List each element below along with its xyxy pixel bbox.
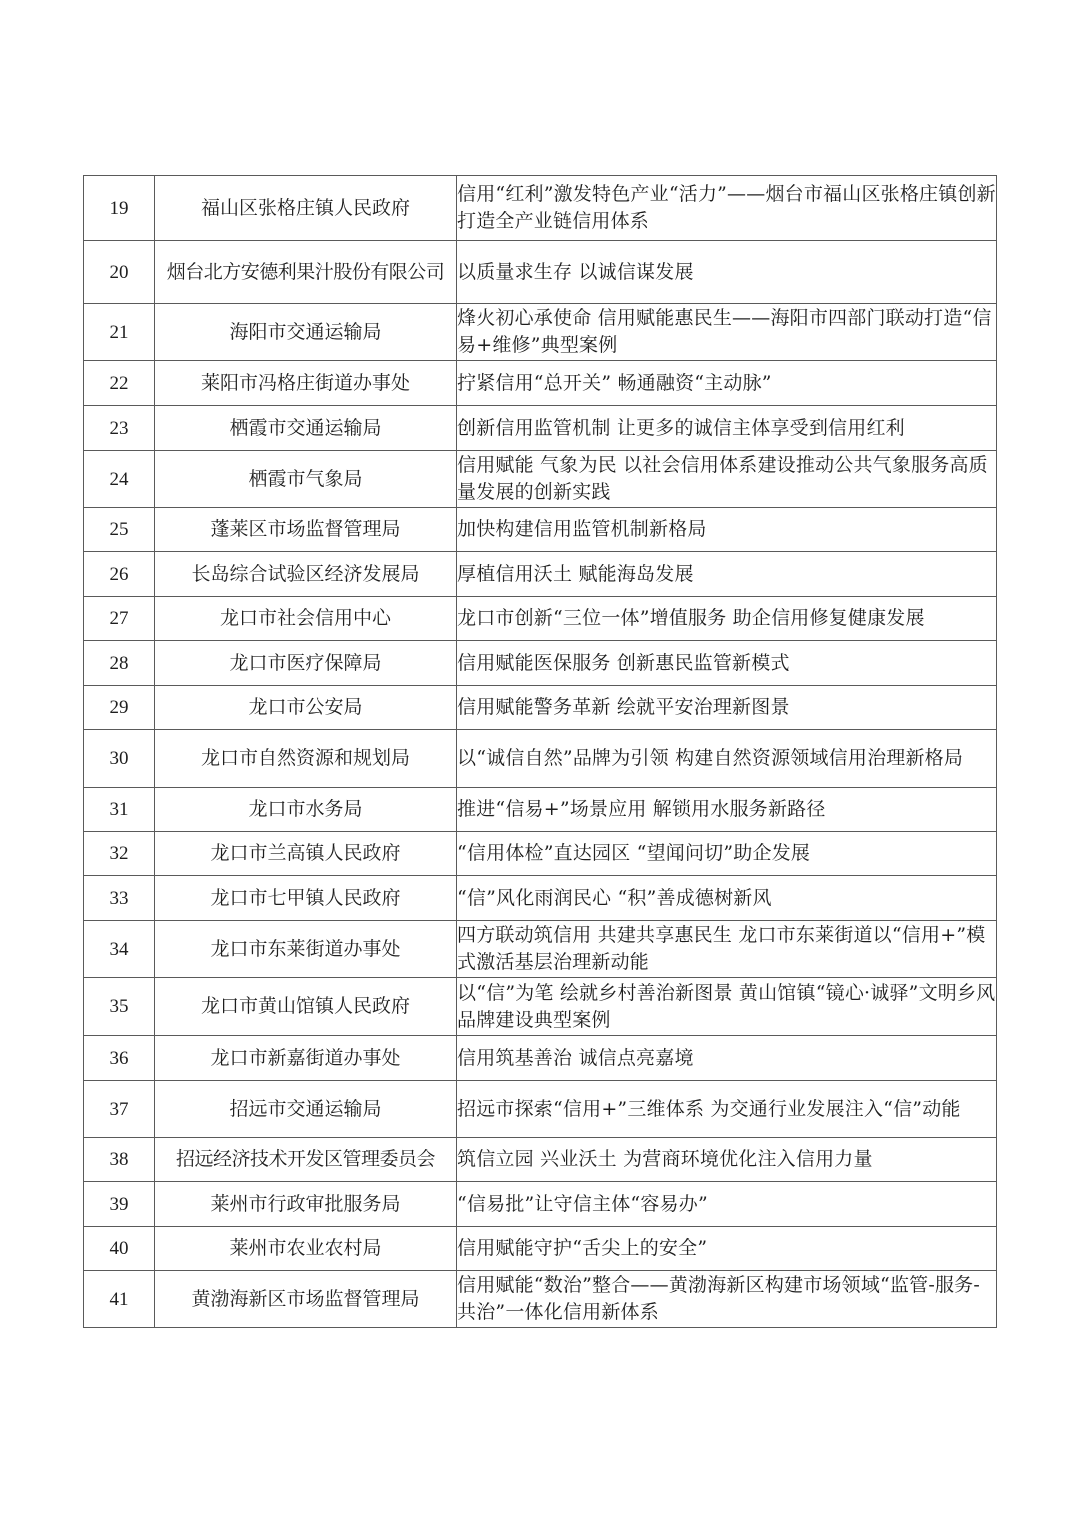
- table-row: [84, 1227, 997, 1271]
- table-row: [84, 176, 997, 241]
- organization-cell: 栖霞市气象局: [155, 451, 457, 508]
- case-title-cell: 筑信立园 兴业沃土 为营商环境优化注入信用力量: [457, 1138, 997, 1182]
- case-title-cell: 以质量求生存 以诚信谋发展: [457, 241, 997, 304]
- table-row: [84, 451, 997, 508]
- table-row: [84, 730, 997, 788]
- table-row: [84, 241, 997, 304]
- row-number-cell: 19: [84, 176, 155, 241]
- row-number-cell: 21: [84, 304, 155, 361]
- table-row: [84, 406, 997, 451]
- table-row: [84, 597, 997, 641]
- table-row: [84, 832, 997, 876]
- row-number-cell: 35: [84, 978, 155, 1036]
- case-title-cell: 信用赋能 气象为民 以社会信用体系建设推动公共气象服务高质量发展的创新实践: [457, 451, 997, 508]
- table-row: [84, 876, 997, 921]
- row-number-cell: 22: [84, 361, 155, 406]
- organization-cell: 莱州市行政审批服务局: [155, 1182, 457, 1227]
- case-title-cell: 厚植信用沃土 赋能海岛发展: [457, 552, 997, 597]
- table-row: [84, 686, 997, 730]
- table-row: [84, 641, 997, 686]
- organization-cell: 长岛综合试验区经济发展局: [155, 552, 457, 597]
- row-number-cell: 24: [84, 451, 155, 508]
- table-row: [84, 978, 997, 1036]
- organization-cell: 龙口市社会信用中心: [155, 597, 457, 641]
- organization-cell: 龙口市东莱街道办事处: [155, 921, 457, 978]
- organization-cell: 海阳市交通运输局: [155, 304, 457, 361]
- organization-cell: 蓬莱区市场监督管理局: [155, 508, 457, 552]
- row-number-cell: 38: [84, 1138, 155, 1182]
- row-number-cell: 41: [84, 1271, 155, 1328]
- organization-cell: 龙口市七甲镇人民政府: [155, 876, 457, 921]
- case-title-cell: 信用赋能医保服务 创新惠民监管新模式: [457, 641, 997, 686]
- row-number-cell: 40: [84, 1227, 155, 1271]
- case-title-cell: 拧紧信用“总开关” 畅通融资“主动脉”: [457, 361, 997, 406]
- table-row: [84, 1036, 997, 1081]
- row-number-cell: 37: [84, 1081, 155, 1138]
- case-title-cell: 信用赋能守护“舌尖上的安全”: [457, 1227, 997, 1271]
- organization-cell: 龙口市医疗保障局: [155, 641, 457, 686]
- table-row: [84, 1182, 997, 1227]
- organization-cell: 龙口市水务局: [155, 788, 457, 832]
- row-number-cell: 26: [84, 552, 155, 597]
- table-row: [84, 1081, 997, 1138]
- table-row: [84, 304, 997, 361]
- row-number-cell: 31: [84, 788, 155, 832]
- organization-cell: 龙口市兰高镇人民政府: [155, 832, 457, 876]
- table-row: [84, 552, 997, 597]
- case-title-cell: 招远市探索“信用+”三维体系 为交通行业发展注入“信”动能: [457, 1081, 997, 1138]
- case-title-cell: 以“诚信自然”品牌为引领 构建自然资源领域信用治理新格局: [457, 730, 997, 788]
- case-title-cell: 信用“红利”激发特色产业“活力”——烟台市福山区张格庄镇创新打造全产业链信用体系: [457, 176, 997, 241]
- row-number-cell: 39: [84, 1182, 155, 1227]
- case-title-cell: 加快构建信用监管机制新格局: [457, 508, 997, 552]
- organization-cell: 栖霞市交通运输局: [155, 406, 457, 451]
- organization-cell: 莱阳市冯格庄街道办事处: [155, 361, 457, 406]
- row-number-cell: 29: [84, 686, 155, 730]
- table-row: [84, 361, 997, 406]
- case-title-cell: “信易批”让守信主体“容易办”: [457, 1182, 997, 1227]
- organization-cell: 招远市交通运输局: [155, 1081, 457, 1138]
- case-title-cell: 四方联动筑信用 共建共享惠民生 龙口市东莱街道以“信用+”模式激活基层治理新动能: [457, 921, 997, 978]
- case-title-cell: 龙口市创新“三位一体”增值服务 助企信用修复健康发展: [457, 597, 997, 641]
- row-number-cell: 28: [84, 641, 155, 686]
- row-number-cell: 23: [84, 406, 155, 451]
- case-title-cell: 创新信用监管机制 让更多的诚信主体享受到信用红利: [457, 406, 997, 451]
- case-list-table: [83, 175, 997, 1328]
- table-row: [84, 508, 997, 552]
- case-title-cell: 信用赋能“数治”整合——黄渤海新区构建市场领域“监管-服务-共治”一体化信用新体系: [457, 1271, 997, 1328]
- organization-cell: 龙口市自然资源和规划局: [155, 730, 457, 788]
- case-title-cell: “信用体检”直达园区 “望闻问切”助企发展: [457, 832, 997, 876]
- table-row: [84, 1271, 997, 1328]
- row-number-cell: 25: [84, 508, 155, 552]
- case-title-cell: 以“信”为笔 绘就乡村善治新图景 黄山馆镇“镜心·诚驿”文明乡风品牌建设典型案例: [457, 978, 997, 1036]
- organization-cell: 龙口市新嘉街道办事处: [155, 1036, 457, 1081]
- row-number-cell: 20: [84, 241, 155, 304]
- case-title-cell: 信用筑基善治 诚信点亮嘉境: [457, 1036, 997, 1081]
- organization-cell: 莱州市农业农村局: [155, 1227, 457, 1271]
- organization-cell: 龙口市黄山馆镇人民政府: [155, 978, 457, 1036]
- organization-cell: 招远经济技术开发区管理委员会: [155, 1138, 457, 1182]
- organization-cell: 黄渤海新区市场监督管理局: [155, 1271, 457, 1328]
- case-title-cell: “信”风化雨润民心 “积”善成德树新风: [457, 876, 997, 921]
- case-title-cell: 推进“信易+”场景应用 解锁用水服务新路径: [457, 788, 997, 832]
- row-number-cell: 34: [84, 921, 155, 978]
- row-number-cell: 27: [84, 597, 155, 641]
- row-number-cell: 33: [84, 876, 155, 921]
- case-list-body: [84, 176, 997, 1328]
- table-row: [84, 1138, 997, 1182]
- row-number-cell: 30: [84, 730, 155, 788]
- case-title-cell: 烽火初心承使命 信用赋能惠民生——海阳市四部门联动打造“信易+维修”典型案例: [457, 304, 997, 361]
- organization-cell: 烟台北方安德利果汁股份有限公司: [155, 241, 457, 304]
- table-row: [84, 921, 997, 978]
- organization-cell: 福山区张格庄镇人民政府: [155, 176, 457, 241]
- row-number-cell: 36: [84, 1036, 155, 1081]
- case-title-cell: 信用赋能警务革新 绘就平安治理新图景: [457, 686, 997, 730]
- table-row: [84, 788, 997, 832]
- organization-cell: 龙口市公安局: [155, 686, 457, 730]
- row-number-cell: 32: [84, 832, 155, 876]
